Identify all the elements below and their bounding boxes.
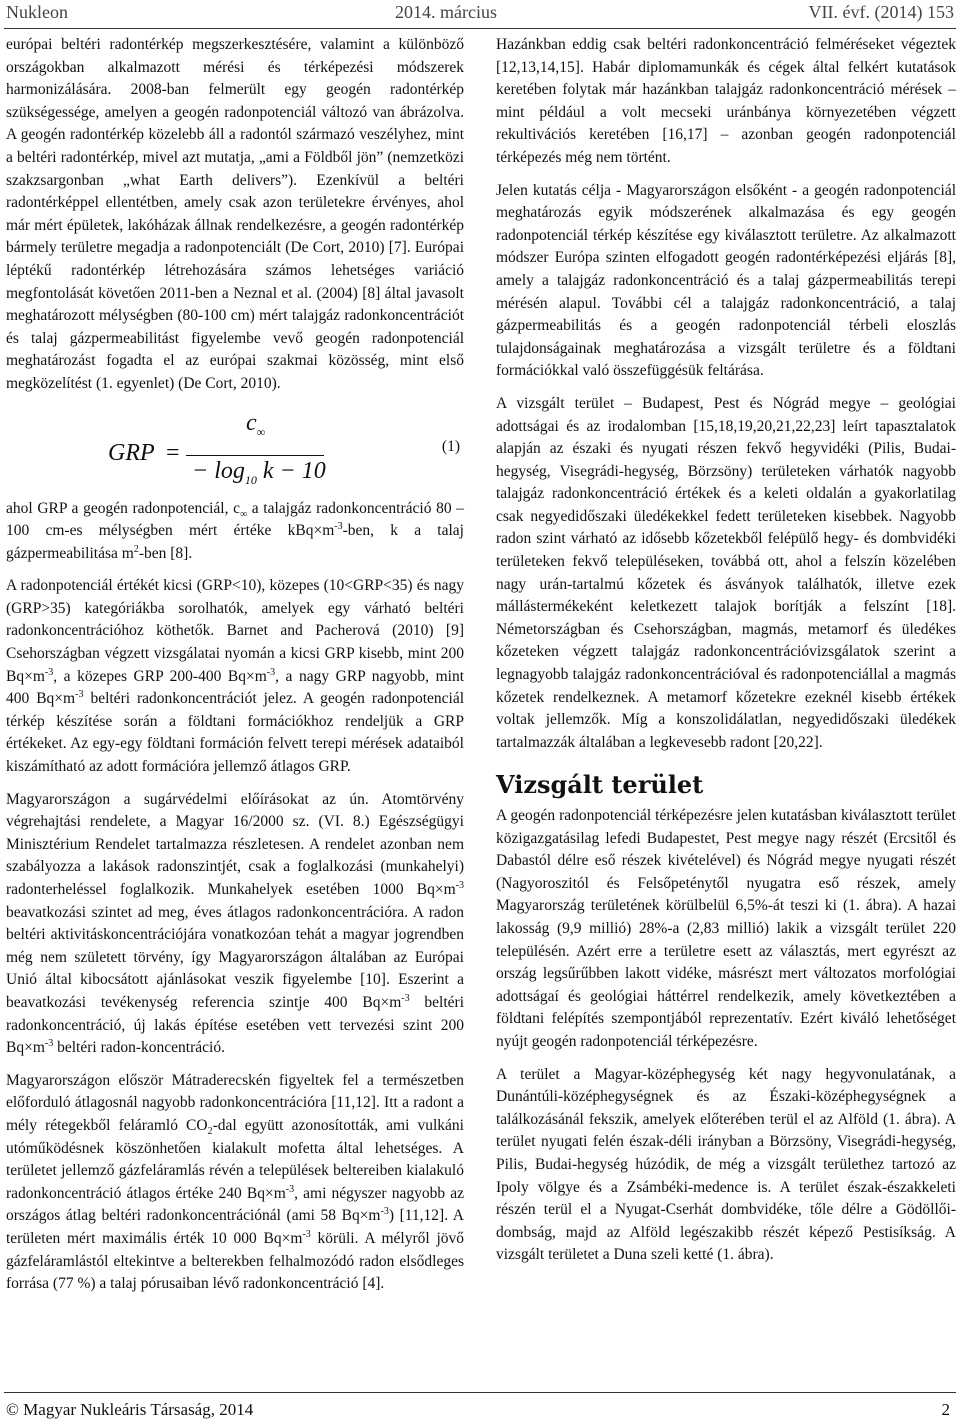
paragraph: Jelen kutatás célja - Magyarországon elsőként - a geogén radonpotenciál meghatározás egyik módszerének alkalmazása és egy geogén radonpotenciál térkép készítése egy kiválasztott területre. Az alkalmazott módszer Európa szinten elfogadott geogén radontérképezési eljárás [8], amely a talajgáz radonkoncentráció és a talaj gázpermeabilitás terepi mérésén alapul. További cél a talajgáz radonkoncentráció, a talaj gázpermeabilitás és a geogén radonpotenciál térbeli eloszlás tulajdonságainak meghatározása a vizsgált területre és a földtani formációkkal való összefüggésük feltárása. <box>496 181 956 380</box>
paragraph: Hazánkban eddig csak beltéri radonkoncentráció felméréseket végeztek [12,13,14,15]. Habár diplomamunkák és cégek által felkért kutatások keretében folytak már hazánkban talajgáz radonkoncentráció mérések – mint például a volt mecseki uránbánya környezetében végzett rekultivációs keretében [16,17] – azonban geogén radonpotenciál térképezés még nem történt. <box>496 36 956 166</box>
paragraph: A geogén radonpotenciál térképezésre jelen kutatásban kiválasztott terület közigazgatásilag lefedi Budapestet, Pest megye nagy részét (Ercsitől és Dabastól délre eső részek kivételével) és Nógrád megye nyugati részét (Nagyoroszitól és Felsőpeténytől nyugatra eső részek, amely Magyarország területének körülbelül 6,5%-át teszi ki (1. ábra). A hazai lakosság (9,9 millió) 28%-a (2,83 millió) lakik a vizsgált terület 220 településén. Azért erre a területre esett az választás, mert egyrészt az ország legsűrűbben lakott vidéke, másrészt mert változatos morfológiai adottságaí és geológiai háttérrel rendelkezik, amely következtében a földtani felépítés szempontjából reprezentatív. Ezért kiváló lehetőséget nyújt geogén radonpotenciál térképezésre. <box>496 807 956 1050</box>
page-header <box>0 0 960 30</box>
equation-1 <box>6 406 464 492</box>
paragraph: Magyarországon a sugárvédelmi előírásokat az ún. Atomtörvény végrehajtási rendelete, a Magyar 16/2000 sz. (VI. 8.) Egészségügyi Minisztérium Rendelet tartalmazza részletesen. A rendelet azonban nem szabályozza a lakások radonszintjét, csak a foglalkozási (munkahelyi) radonterheléssel foglalkozik. Munkahelyek esetében 1000 $Bq\times m^{-3}$ beavatkozási szintet ad meg, éves átlagos radonkoncentrációra. A radon beltéri aktivitáskoncentrációjára vonatkozóan tehát a magyar jogrendben még nem született törvény, így Magyarországon általában az Európai Unió által kibocsátott ajánlásokat veszik figyelembe [10]. Eszerint a beavatkozási tevékenység referencia szintje 400 $Bq\times m^{-3}$ beltéri radonkoncentráció, új lakás építése esetében vett tervezési szint 200 $Bq\times m^{-3}$ beltéri radon-koncentráció. <box>6 790 464 1057</box>
equation-equals: = <box>166 439 180 466</box>
footer-rule <box>4 1392 956 1393</box>
right-column <box>496 34 956 1277</box>
paragraph: Magyarországon először Mátraderecskén figyeltek fel a természetben előforduló átlagosnál nagyobb radonkoncentrációra [11,12]. Itt a radont a mély rétegekből feláramló $CO_2$-dal együtt azonosították, ami vulkáni utóműködésnek köszönhetően kialakult mofetta által lehetséges. A területet jellemző gázfeláramlás révén a települések beltereiben kialakuló radonkoncentráció átlagos értéke 240 $Bq\times m^{-3}$, ami négyszer nagyobb az országos átlag beltéri radonkoncentrációnál (ami 58 $Bq\times m^{-3}$) [11,12]. A területen mért maximális érték 10 000 $Bq\times m^{-3}$ körüli. A mélyről jövő gázfeláramlástól eltekintve a belterekben felhalmozódó radon elsődleges forrása (77 %) a talaj pórusaiban lévő radonkoncentráció [4]. <box>6 1071 465 1293</box>
page-footer <box>0 1392 960 1422</box>
header-rule <box>4 28 956 29</box>
paragraph: európai beltéri radontérkép megszerkesztésére, valamint a különböző országokban alkalmazott mérési és térképezési módszerek harmonizálására. 2008-ban felmerült egy geogén radontérkép szükségessége, amelyen a geogén radonpotenciál változó van ábrázolva. A geogén radontérkép közelebb áll a radontól származó veszélyhez, mint a beltéri radontérkép, mivel azt mutatja, „ami a Földből jön” (nemzetközi szakzsargonban „what Earth delivers”). Ezenkívül a beltéri radontérképpel ellentétben, amely csak azon területekre érvényes, ahol már mért épületek, lakóházak állnak rendelkezésre, a geogén radontérkép bármely területre megadja a radonpotenciált (De Cort, 2010) [7]. Európai léptékű radontérkép létrehozására számos lehetséges variáció megfontolását követően 2011-ben a Neznal et al. (2004) [8] által javasolt meghatározott mélységben (80-100 cm) mért talajgáz radonkoncentrációt és talaj gázpermeabilitást figyelembe vevő geogén radonpotenciál meghatározást fogadta el az európai szakmai közösség, mint első megközelítést (1. egyenlet) (De Cort, 2010). <box>6 36 464 392</box>
equation-lhs: GRP <box>108 439 155 466</box>
copyright-notice: © Magyar Nukleáris Társaság, 2014 <box>6 1400 254 1419</box>
paragraph: A radonpotenciál értékét kicsi (GRP<10), közepes (10<GRP<35) és nagy (GRP>35) kategóriákba sorolhatók, amelyek egy várható beltéri radonkoncentrációhoz köthetők. Barnet and Pacherová (2010) [9] Csehországban végzett vizsgálatai nyomán a kicsi GRP kisebb, mint 200 $Bq\times m^{-3}$, a közepes GRP 200-400 $Bq\times m^{-3}$, a nagy GRP nagyobb, mint 400 $Bq\times m^{-3}$ beltéri radonkoncentrációt jelez. A geogén radonpotenciál térkép készítése során a földtani formációkhoz rendeljük a GRP értékeket. Az egy-egy földtani formáción felvett terepi mérések adataiból kiszámítható az adott formációra jellemző átlagos GRP. <box>6 577 465 776</box>
issue-date: 2014. március <box>395 2 497 22</box>
equation-number: (1) <box>441 437 460 455</box>
paragraph: A vizsgált terület – Budapest, Pest és Nógrád megye – geológiai adottságai és az irodalomban [15,18,19,20,21,22,23] leírt tapasztalatok alapján az északi és nyugati részen fekvő hegyvidéki (Pilis, Budai-hegység, Visegrádi-hegység, Börzsöny) területeken várhatók nagyobb talajgáz radonkoncentráció értékek és a keleti oldalán a gyakorlatilag csak negyedidőszaki üledékekkel fedett területeken kisebbek. Nagyobb radon szint várható az idősebb kőzetekből felépülő hegy- és dombvidéki területeken fekvő településeken, továbbá ott, ahol a felszín közelében nagy urán-tartalmú kőzetek és ásványok találhatók, illetve ezek mállástermékeként keletkezett talajok borítják a felszínt [18]. Németországban és Csehországban, magmás, metamorf és üledékes kőzeteken végzett talajgáz radonkoncentrációvizsgálatok szerint a legnagyobb talajgáz radonkoncentrációval és radonpotenciállal a magmás kőzetek rendelkeznek. A metamorf kőzetekre ezeknél kisebb értékek voltak jellemzők. Míg a konszolidálatlan, negyedidőszaki üledékek tartalmazzák általában a legkevesebb radont [20,22]. <box>496 394 956 751</box>
equation-numerator: $c_\infty$ <box>246 409 266 439</box>
paragraph: A terület a Magyar-középhegység két nagy hegyvonulatának, a Dunántúli-középhegységnek és az Északi-középhegységnek a találkozásánál fekszik, amelyek előterében terül el az Alföld (1. ábra). A terület nyugati felén észak-déli irányban a Börzsöny, Visegrádi-hegység, Pilis, Budai-hegység húzódik, de még a vizsgált területhez tartozó az Ipoly völgye és a Zsámbéki-medence is. A terület észak-északkeleti részén terül el a Nyugat-Cserhát dombvidéke, tőle délre a Gödöllői-dombság, majd az Alföld legészakibb részét képező Pestisíkság. A vizsgált területet a Duna szeli ketté (1. ábra). <box>496 1065 956 1264</box>
fraction-bar <box>186 455 324 456</box>
page-number: 2 <box>941 1400 950 1419</box>
volume-info: VII. évf. (2014) 153 <box>808 2 954 22</box>
journal-name: Nukleon <box>6 2 68 22</box>
section-heading: Vizsgált terület <box>496 770 704 800</box>
equation-denominator: − $\log_{10} k - 10$ <box>192 457 326 487</box>
left-column <box>6 34 464 1306</box>
paragraph: ahol GRP a geogén radonpotenciál, $c_\infty$ a talajgáz radonkoncentráció 80 – 100 cm-es mélységben mért értéke $kBq\times m^{-3}$-ben, k a talaj gázpermeabilitása $m^2$-ben [8]. <box>6 499 464 562</box>
